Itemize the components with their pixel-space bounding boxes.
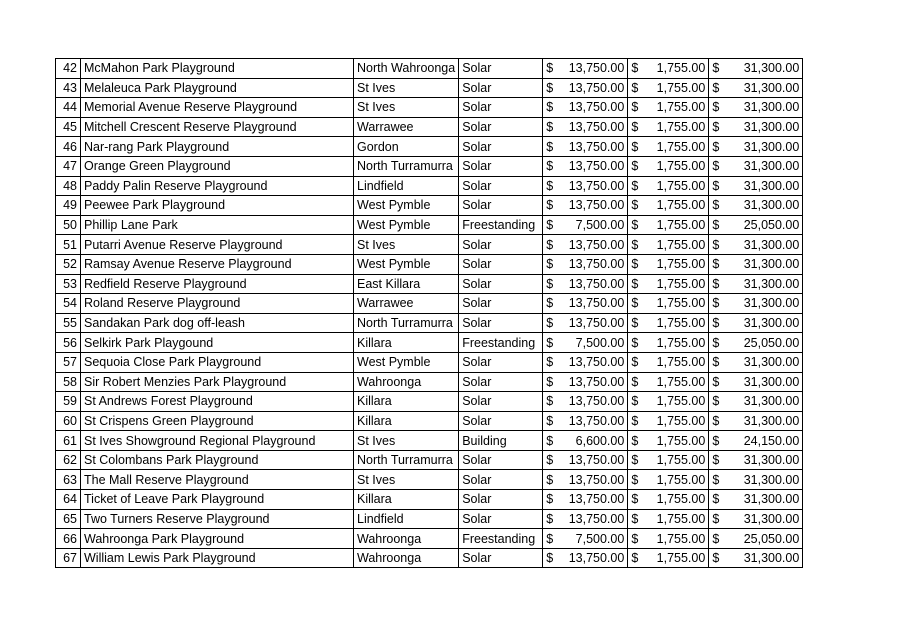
row-number-cell: 51: [56, 235, 81, 255]
type-cell: Freestanding: [459, 529, 543, 549]
cost-2-cell: 1,755.00: [651, 235, 709, 255]
cost-2-cell: 1,755.00: [651, 352, 709, 372]
cost-2-cell: 1,755.00: [651, 156, 709, 176]
currency-symbol-cell: $: [628, 117, 651, 137]
currency-symbol-cell: $: [709, 352, 732, 372]
total-cost-cell: 31,300.00: [732, 156, 803, 176]
currency-symbol-cell: $: [709, 117, 732, 137]
table-row: [56, 313, 803, 333]
table-row: [56, 470, 803, 490]
suburb-cell: Wahroonga: [354, 372, 459, 392]
currency-symbol-cell: $: [543, 529, 566, 549]
cost-1-cell: 13,750.00: [566, 411, 628, 431]
row-number-cell: 58: [56, 372, 81, 392]
park-name-cell: Orange Green Playground: [81, 156, 354, 176]
total-cost-cell: 31,300.00: [732, 59, 803, 79]
type-cell: Solar: [459, 176, 543, 196]
table-row: [56, 137, 803, 157]
currency-symbol-cell: $: [543, 509, 566, 529]
currency-symbol-cell: $: [628, 313, 651, 333]
cost-2-cell: 1,755.00: [651, 509, 709, 529]
park-name-cell: The Mall Reserve Playground: [81, 470, 354, 490]
park-name-cell: Selkirk Park Playgound: [81, 333, 354, 353]
table-row: [56, 548, 803, 568]
total-cost-cell: 31,300.00: [732, 352, 803, 372]
cost-1-cell: 13,750.00: [566, 235, 628, 255]
row-number-cell: 66: [56, 529, 81, 549]
cost-2-cell: 1,755.00: [651, 548, 709, 568]
total-cost-cell: 25,050.00: [732, 529, 803, 549]
type-cell: Solar: [459, 548, 543, 568]
suburb-cell: Wahroonga: [354, 548, 459, 568]
table-row: [56, 411, 803, 431]
park-name-cell: St Andrews Forest Playground: [81, 392, 354, 412]
cost-1-cell: 7,500.00: [566, 529, 628, 549]
type-cell: Solar: [459, 117, 543, 137]
suburb-cell: North Turramurra: [354, 313, 459, 333]
cost-1-cell: 13,750.00: [566, 78, 628, 98]
currency-symbol-cell: $: [709, 59, 732, 79]
table-row: [56, 333, 803, 353]
currency-symbol-cell: $: [628, 137, 651, 157]
total-cost-cell: 31,300.00: [732, 411, 803, 431]
currency-symbol-cell: $: [709, 313, 732, 333]
table-row: [56, 176, 803, 196]
row-number-cell: 46: [56, 137, 81, 157]
row-number-cell: 42: [56, 59, 81, 79]
currency-symbol-cell: $: [628, 470, 651, 490]
park-name-cell: Sequoia Close Park Playground: [81, 352, 354, 372]
type-cell: Solar: [459, 294, 543, 314]
total-cost-cell: 31,300.00: [732, 137, 803, 157]
suburb-cell: St Ives: [354, 78, 459, 98]
cost-2-cell: 1,755.00: [651, 490, 709, 510]
type-cell: Solar: [459, 470, 543, 490]
currency-symbol-cell: $: [628, 254, 651, 274]
park-name-cell: Melaleuca Park Playground: [81, 78, 354, 98]
table-row: [56, 78, 803, 98]
total-cost-cell: 31,300.00: [732, 450, 803, 470]
cost-1-cell: 13,750.00: [566, 548, 628, 568]
cost-2-cell: 1,755.00: [651, 254, 709, 274]
row-number-cell: 50: [56, 215, 81, 235]
total-cost-cell: 31,300.00: [732, 392, 803, 412]
currency-symbol-cell: $: [709, 235, 732, 255]
currency-symbol-cell: $: [709, 431, 732, 451]
currency-symbol-cell: $: [709, 548, 732, 568]
cost-2-cell: 1,755.00: [651, 215, 709, 235]
currency-symbol-cell: $: [628, 156, 651, 176]
currency-symbol-cell: $: [628, 431, 651, 451]
suburb-cell: West Pymble: [354, 196, 459, 216]
table-row: [56, 372, 803, 392]
row-number-cell: 59: [56, 392, 81, 412]
currency-symbol-cell: $: [543, 196, 566, 216]
total-cost-cell: 31,300.00: [732, 490, 803, 510]
table-row: [56, 254, 803, 274]
cost-1-cell: 13,750.00: [566, 294, 628, 314]
total-cost-cell: 25,050.00: [732, 333, 803, 353]
cost-1-cell: 13,750.00: [566, 274, 628, 294]
park-name-cell: Sir Robert Menzies Park Playground: [81, 372, 354, 392]
cost-2-cell: 1,755.00: [651, 196, 709, 216]
total-cost-cell: 31,300.00: [732, 313, 803, 333]
total-cost-cell: 31,300.00: [732, 509, 803, 529]
park-name-cell: Two Turners Reserve Playground: [81, 509, 354, 529]
park-name-cell: St Ives Showground Regional Playground: [81, 431, 354, 451]
currency-symbol-cell: $: [628, 196, 651, 216]
currency-symbol-cell: $: [709, 470, 732, 490]
currency-symbol-cell: $: [709, 254, 732, 274]
suburb-cell: North Turramurra: [354, 156, 459, 176]
currency-symbol-cell: $: [543, 411, 566, 431]
currency-symbol-cell: $: [709, 490, 732, 510]
currency-symbol-cell: $: [709, 78, 732, 98]
type-cell: Solar: [459, 137, 543, 157]
park-name-cell: Wahroonga Park Playground: [81, 529, 354, 549]
currency-symbol-cell: $: [709, 450, 732, 470]
currency-symbol-cell: $: [543, 235, 566, 255]
table-row: [56, 392, 803, 412]
currency-symbol-cell: $: [628, 274, 651, 294]
type-cell: Solar: [459, 313, 543, 333]
type-cell: Freestanding: [459, 333, 543, 353]
suburb-cell: West Pymble: [354, 254, 459, 274]
currency-symbol-cell: $: [628, 215, 651, 235]
row-number-cell: 65: [56, 509, 81, 529]
type-cell: Solar: [459, 156, 543, 176]
cost-2-cell: 1,755.00: [651, 313, 709, 333]
currency-symbol-cell: $: [709, 156, 732, 176]
total-cost-cell: 31,300.00: [732, 117, 803, 137]
park-name-cell: Roland Reserve Playground: [81, 294, 354, 314]
currency-symbol-cell: $: [628, 333, 651, 353]
table-row: [56, 450, 803, 470]
currency-symbol-cell: $: [709, 176, 732, 196]
total-cost-cell: 24,150.00: [732, 431, 803, 451]
currency-symbol-cell: $: [543, 470, 566, 490]
currency-symbol-cell: $: [709, 509, 732, 529]
currency-symbol-cell: $: [709, 392, 732, 412]
park-name-cell: Ticket of Leave Park Playground: [81, 490, 354, 510]
suburb-cell: St Ives: [354, 235, 459, 255]
currency-symbol-cell: $: [628, 294, 651, 314]
currency-symbol-cell: $: [543, 117, 566, 137]
table-row: [56, 215, 803, 235]
total-cost-cell: 31,300.00: [732, 176, 803, 196]
table-row: [56, 274, 803, 294]
cost-1-cell: 13,750.00: [566, 59, 628, 79]
cost-1-cell: 13,750.00: [566, 117, 628, 137]
park-name-cell: St Crispens Green Playground: [81, 411, 354, 431]
type-cell: Solar: [459, 59, 543, 79]
table-row: [56, 59, 803, 79]
currency-symbol-cell: $: [543, 254, 566, 274]
cost-2-cell: 1,755.00: [651, 294, 709, 314]
cost-1-cell: 13,750.00: [566, 352, 628, 372]
type-cell: Freestanding: [459, 215, 543, 235]
table-row: [56, 196, 803, 216]
total-cost-cell: 31,300.00: [732, 470, 803, 490]
currency-symbol-cell: $: [628, 98, 651, 118]
park-name-cell: Ramsay Avenue Reserve Playground: [81, 254, 354, 274]
row-number-cell: 64: [56, 490, 81, 510]
park-name-cell: Sandakan Park dog off-leash: [81, 313, 354, 333]
currency-symbol-cell: $: [543, 215, 566, 235]
row-number-cell: 56: [56, 333, 81, 353]
suburb-cell: North Wahroonga: [354, 59, 459, 79]
type-cell: Solar: [459, 235, 543, 255]
table-row: [56, 529, 803, 549]
currency-symbol-cell: $: [628, 548, 651, 568]
suburb-cell: East Killara: [354, 274, 459, 294]
total-cost-cell: 31,300.00: [732, 372, 803, 392]
suburb-cell: Killara: [354, 411, 459, 431]
type-cell: Solar: [459, 254, 543, 274]
currency-symbol-cell: $: [543, 274, 566, 294]
row-number-cell: 63: [56, 470, 81, 490]
park-name-cell: St Colombans Park Playground: [81, 450, 354, 470]
currency-symbol-cell: $: [709, 333, 732, 353]
type-cell: Solar: [459, 411, 543, 431]
currency-symbol-cell: $: [543, 392, 566, 412]
cost-2-cell: 1,755.00: [651, 333, 709, 353]
suburb-cell: Lindfield: [354, 176, 459, 196]
suburb-cell: Lindfield: [354, 509, 459, 529]
row-number-cell: 67: [56, 548, 81, 568]
cost-2-cell: 1,755.00: [651, 470, 709, 490]
table-row: [56, 490, 803, 510]
cost-1-cell: 13,750.00: [566, 313, 628, 333]
cost-1-cell: 13,750.00: [566, 490, 628, 510]
suburb-cell: St Ives: [354, 470, 459, 490]
type-cell: Solar: [459, 509, 543, 529]
currency-symbol-cell: $: [628, 372, 651, 392]
currency-symbol-cell: $: [543, 78, 566, 98]
park-name-cell: Nar-rang Park Playground: [81, 137, 354, 157]
currency-symbol-cell: $: [543, 333, 566, 353]
cost-1-cell: 13,750.00: [566, 98, 628, 118]
table-body: [56, 59, 803, 568]
park-name-cell: William Lewis Park Playground: [81, 548, 354, 568]
suburb-cell: Killara: [354, 392, 459, 412]
currency-symbol-cell: $: [543, 59, 566, 79]
cost-2-cell: 1,755.00: [651, 372, 709, 392]
cost-1-cell: 7,500.00: [566, 215, 628, 235]
currency-symbol-cell: $: [628, 529, 651, 549]
total-cost-cell: 31,300.00: [732, 294, 803, 314]
table-row: [56, 117, 803, 137]
suburb-cell: St Ives: [354, 98, 459, 118]
currency-symbol-cell: $: [628, 392, 651, 412]
total-cost-cell: 31,300.00: [732, 78, 803, 98]
suburb-cell: Warrawee: [354, 117, 459, 137]
row-number-cell: 43: [56, 78, 81, 98]
currency-symbol-cell: $: [628, 490, 651, 510]
type-cell: Solar: [459, 78, 543, 98]
cost-1-cell: 13,750.00: [566, 196, 628, 216]
currency-symbol-cell: $: [709, 274, 732, 294]
row-number-cell: 47: [56, 156, 81, 176]
park-name-cell: Peewee Park Playground: [81, 196, 354, 216]
table-row: [56, 431, 803, 451]
table-row: [56, 98, 803, 118]
park-name-cell: McMahon Park Playground: [81, 59, 354, 79]
currency-symbol-cell: $: [543, 490, 566, 510]
currency-symbol-cell: $: [628, 450, 651, 470]
cost-2-cell: 1,755.00: [651, 176, 709, 196]
currency-symbol-cell: $: [543, 137, 566, 157]
total-cost-cell: 31,300.00: [732, 548, 803, 568]
type-cell: Solar: [459, 372, 543, 392]
total-cost-cell: 25,050.00: [732, 215, 803, 235]
row-number-cell: 60: [56, 411, 81, 431]
type-cell: Solar: [459, 450, 543, 470]
table-row: [56, 352, 803, 372]
type-cell: Solar: [459, 98, 543, 118]
currency-symbol-cell: $: [543, 313, 566, 333]
currency-symbol-cell: $: [709, 137, 732, 157]
suburb-cell: Killara: [354, 333, 459, 353]
cost-1-cell: 13,750.00: [566, 254, 628, 274]
row-number-cell: 52: [56, 254, 81, 274]
row-number-cell: 61: [56, 431, 81, 451]
currency-symbol-cell: $: [543, 294, 566, 314]
cost-2-cell: 1,755.00: [651, 98, 709, 118]
playground-cost-table: [55, 58, 803, 568]
row-number-cell: 62: [56, 450, 81, 470]
cost-2-cell: 1,755.00: [651, 59, 709, 79]
currency-symbol-cell: $: [709, 411, 732, 431]
park-name-cell: Putarri Avenue Reserve Playground: [81, 235, 354, 255]
park-name-cell: Phillip Lane Park: [81, 215, 354, 235]
cost-2-cell: 1,755.00: [651, 117, 709, 137]
currency-symbol-cell: $: [628, 176, 651, 196]
table-row: [56, 235, 803, 255]
type-cell: Solar: [459, 196, 543, 216]
row-number-cell: 48: [56, 176, 81, 196]
cost-1-cell: 7,500.00: [566, 333, 628, 353]
suburb-cell: Gordon: [354, 137, 459, 157]
currency-symbol-cell: $: [543, 372, 566, 392]
table-row: [56, 509, 803, 529]
suburb-cell: Killara: [354, 490, 459, 510]
type-cell: Solar: [459, 352, 543, 372]
cost-2-cell: 1,755.00: [651, 529, 709, 549]
cost-2-cell: 1,755.00: [651, 78, 709, 98]
row-number-cell: 53: [56, 274, 81, 294]
park-name-cell: Redfield Reserve Playground: [81, 274, 354, 294]
park-name-cell: Paddy Palin Reserve Playground: [81, 176, 354, 196]
row-number-cell: 49: [56, 196, 81, 216]
type-cell: Solar: [459, 274, 543, 294]
cost-1-cell: 13,750.00: [566, 372, 628, 392]
cost-1-cell: 6,600.00: [566, 431, 628, 451]
row-number-cell: 44: [56, 98, 81, 118]
currency-symbol-cell: $: [543, 352, 566, 372]
suburb-cell: St Ives: [354, 431, 459, 451]
currency-symbol-cell: $: [628, 59, 651, 79]
currency-symbol-cell: $: [628, 509, 651, 529]
row-number-cell: 55: [56, 313, 81, 333]
currency-symbol-cell: $: [543, 431, 566, 451]
table-row: [56, 156, 803, 176]
currency-symbol-cell: $: [709, 529, 732, 549]
currency-symbol-cell: $: [709, 372, 732, 392]
cost-2-cell: 1,755.00: [651, 411, 709, 431]
park-name-cell: Memorial Avenue Reserve Playground: [81, 98, 354, 118]
cost-2-cell: 1,755.00: [651, 431, 709, 451]
total-cost-cell: 31,300.00: [732, 254, 803, 274]
cost-1-cell: 13,750.00: [566, 392, 628, 412]
total-cost-cell: 31,300.00: [732, 196, 803, 216]
total-cost-cell: 31,300.00: [732, 98, 803, 118]
currency-symbol-cell: $: [628, 78, 651, 98]
suburb-cell: Warrawee: [354, 294, 459, 314]
cost-1-cell: 13,750.00: [566, 509, 628, 529]
type-cell: Solar: [459, 490, 543, 510]
cost-1-cell: 13,750.00: [566, 450, 628, 470]
cost-1-cell: 13,750.00: [566, 470, 628, 490]
currency-symbol-cell: $: [709, 294, 732, 314]
cost-1-cell: 13,750.00: [566, 137, 628, 157]
suburb-cell: North Turramurra: [354, 450, 459, 470]
row-number-cell: 54: [56, 294, 81, 314]
cost-1-cell: 13,750.00: [566, 156, 628, 176]
currency-symbol-cell: $: [543, 176, 566, 196]
currency-symbol-cell: $: [543, 98, 566, 118]
cost-2-cell: 1,755.00: [651, 137, 709, 157]
type-cell: Building: [459, 431, 543, 451]
currency-symbol-cell: $: [709, 98, 732, 118]
total-cost-cell: 31,300.00: [732, 235, 803, 255]
currency-symbol-cell: $: [628, 235, 651, 255]
table-row: [56, 294, 803, 314]
row-number-cell: 45: [56, 117, 81, 137]
cost-2-cell: 1,755.00: [651, 450, 709, 470]
currency-symbol-cell: $: [543, 156, 566, 176]
suburb-cell: West Pymble: [354, 352, 459, 372]
currency-symbol-cell: $: [709, 215, 732, 235]
currency-symbol-cell: $: [709, 196, 732, 216]
cost-2-cell: 1,755.00: [651, 392, 709, 412]
cost-1-cell: 13,750.00: [566, 176, 628, 196]
currency-symbol-cell: $: [628, 352, 651, 372]
park-name-cell: Mitchell Crescent Reserve Playground: [81, 117, 354, 137]
suburb-cell: Wahroonga: [354, 529, 459, 549]
type-cell: Solar: [459, 392, 543, 412]
currency-symbol-cell: $: [543, 450, 566, 470]
suburb-cell: West Pymble: [354, 215, 459, 235]
total-cost-cell: 31,300.00: [732, 274, 803, 294]
row-number-cell: 57: [56, 352, 81, 372]
cost-2-cell: 1,755.00: [651, 274, 709, 294]
currency-symbol-cell: $: [628, 411, 651, 431]
currency-symbol-cell: $: [543, 548, 566, 568]
